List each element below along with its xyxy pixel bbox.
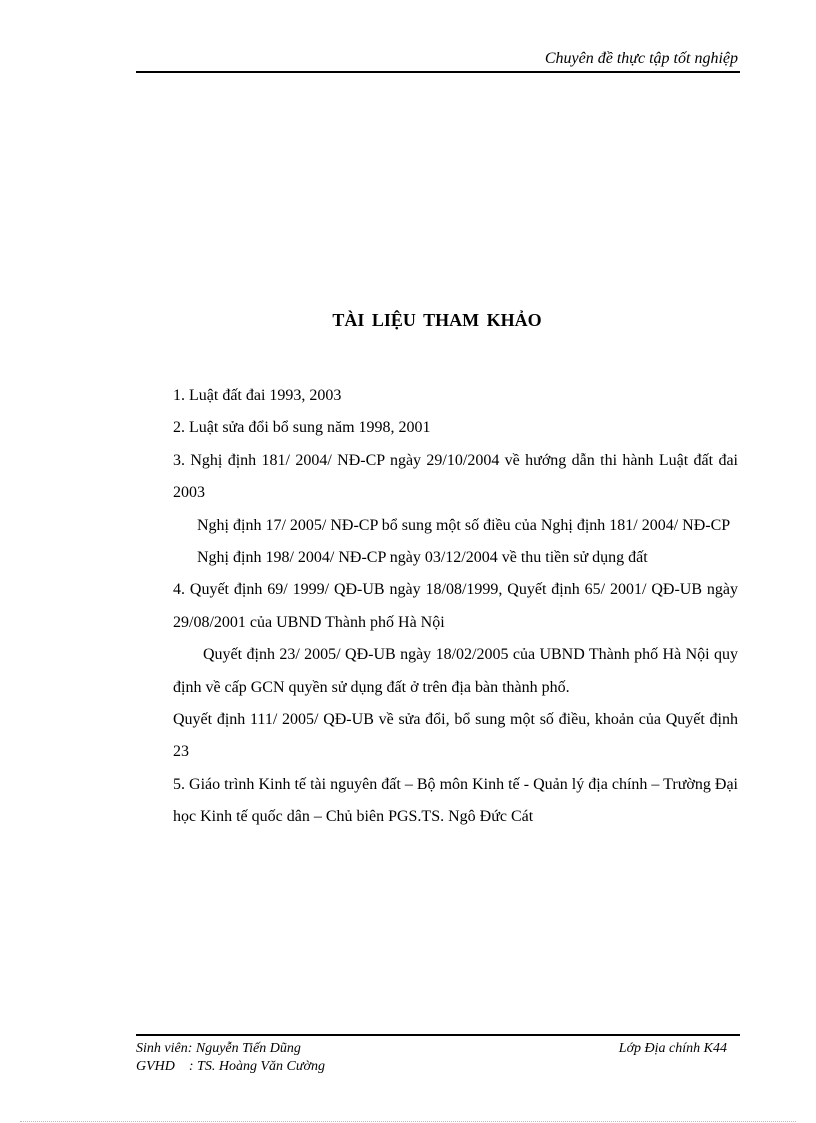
reference-item: 5. Giáo trình Kinh tế tài nguyên đất – Bộ môn Kinh tế - Quản lý địa chính – Trường Đại học Kinh tế quốc dân – Chủ biên PGS.TS. Ngô Đức Cát (173, 775, 738, 826)
reference-item: Nghị định 198/ 2004/ NĐ-CP ngày 03/12/2004 về thu tiền sử dụng đất (197, 549, 648, 567)
reference-item: 3. Nghị định 181/ 2004/ NĐ-CP ngày 29/10/2004 về hướng dẫn thi hành Luật đất đai 2003 (173, 451, 738, 502)
reference-item: Quyết định 111/ 2005/ QĐ-UB về sửa đổi, bổ sung một số điều, khoản của Quyết định 23 (173, 711, 738, 761)
footer-divider (136, 1034, 740, 1036)
reference-item: 1. Luật đất đai 1993, 2003 (173, 387, 342, 404)
footer-student: Sinh viên: Nguyễn Tiến Dũng (136, 1041, 301, 1056)
header-divider (136, 71, 740, 73)
footer-class: Lớp Địa chính K44 (618, 1041, 727, 1056)
footer-supervisor: GVHD : TS. Hoàng Văn Cường (136, 1059, 325, 1074)
document-title: TÀI LIỆU THAM KHẢO (332, 310, 542, 330)
header-title: Chuyên đề thực tập tốt nghiệp (544, 50, 738, 67)
reference-item: Nghị định 17/ 2005/ NĐ-CP bổ sung một số điều của Nghị định 181/ 2004/ NĐ-CP (197, 516, 731, 534)
footer-student-row (136, 1040, 727, 1058)
reference-item: 4. Quyết định 69/ 1999/ QĐ-UB ngày 18/08/1999, Quyết định 65/ 2001/ QĐ-UB ngày 29/08/2001 của UBND Thành phố Hà Nội (173, 581, 738, 631)
reference-item: 2. Luật sửa đổi bổ sung năm 1998, 2001 (173, 419, 431, 437)
reference-item: Quyết định 23/ 2005/ QĐ-UB ngày 18/02/2005 của UBND Thành phố Hà Nội quy định về cấp GCN quyền sử dụng đất ở trên địa bàn thành phố. (173, 646, 738, 696)
reference-list (173, 380, 738, 834)
page-bottom-border (20, 1121, 796, 1122)
